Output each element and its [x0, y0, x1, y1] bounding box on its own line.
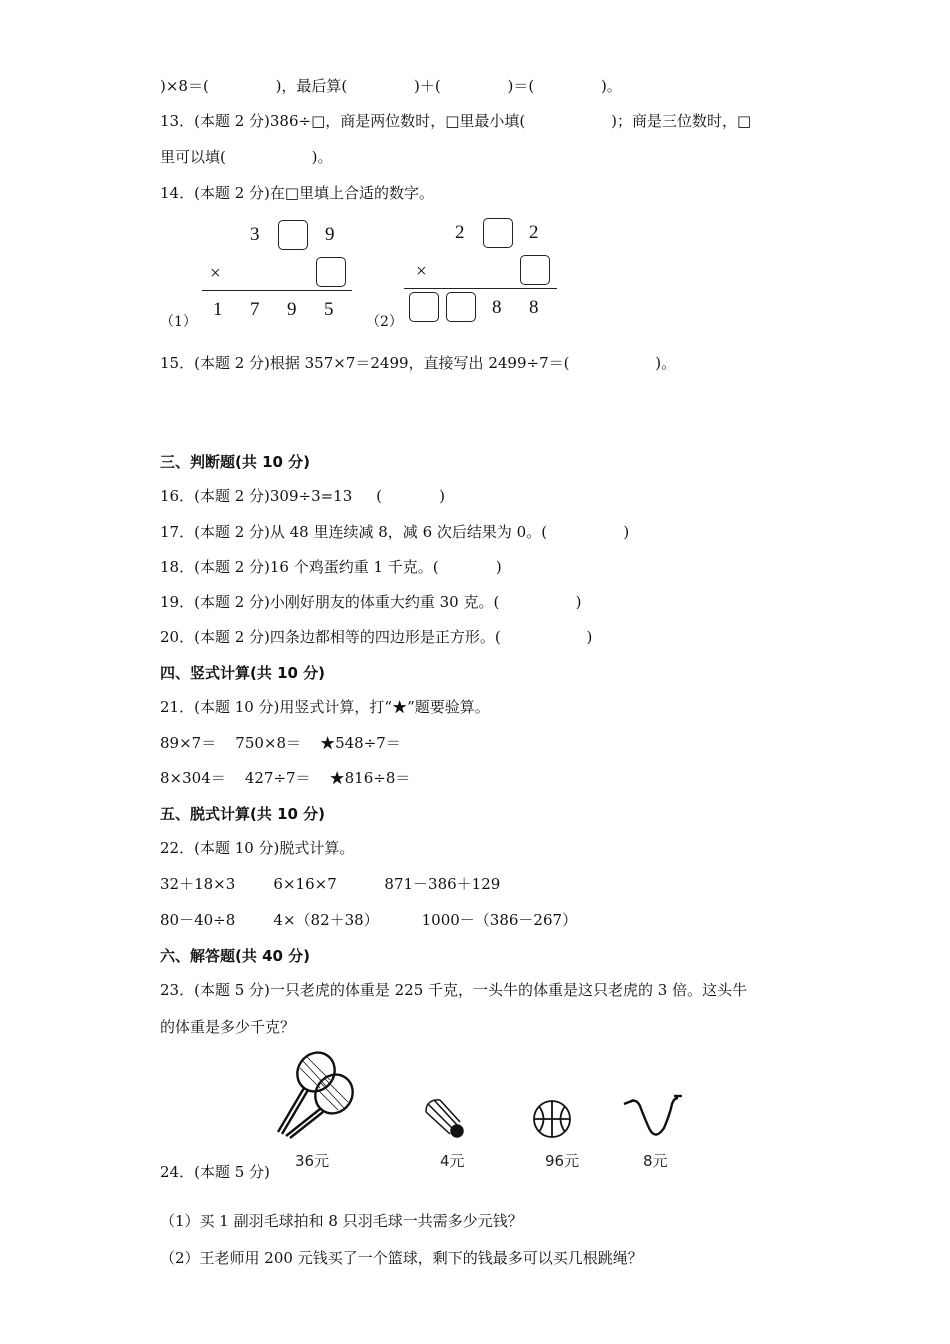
question-19: 19．(本题 2 分)小刚好朋友的体重大约重 30 克。( ) — [160, 593, 582, 611]
p2-answer-box-multiplier[interactable] — [520, 255, 550, 285]
section-6-heading: 六、解答题(共 40 分) — [160, 947, 311, 965]
question-23-line2: 的体重是多少千克？ — [160, 1018, 296, 1036]
p1-label: （1） — [160, 314, 197, 330]
question-18: 18．(本题 2 分)16 个鸡蛋约重 1 千克。( ) — [160, 558, 502, 576]
p2-label: （2） — [366, 314, 403, 330]
question-14: 14．(本题 2 分)在□里填上合适的数字。 — [160, 184, 435, 202]
question-22-row-1: 32＋18×3 6×16×7 871－386＋129 — [160, 875, 501, 893]
section-5-heading: 五、脱式计算(共 10 分) — [160, 805, 326, 823]
question-21-row-1: 89×7＝ 750×8＝ ★548÷7＝ — [160, 734, 401, 752]
price-basketball: 96元 — [545, 1152, 580, 1170]
basketball-icon — [530, 1097, 574, 1141]
section-4-heading: 四、竖式计算(共 10 分) — [160, 664, 326, 682]
p1-times-sign: × — [210, 263, 221, 284]
p2-result-digit-3: 8 — [492, 297, 502, 318]
p2-answer-box-top[interactable] — [483, 218, 513, 248]
question-23-line1: 23．(本题 5 分)一只老虎的体重是 225 千克，一头牛的体重是这只老虎的 3 倍。这头牛 — [160, 981, 748, 999]
p2-top-digit-2: 2 — [529, 222, 539, 243]
question-22-row-2: 80－40÷8 4×（82＋38） 1000－（386－267） — [160, 911, 578, 929]
question-16: 16．(本题 2 分)309÷3=13 ( ) — [160, 487, 446, 505]
p2-result-digit-4: 8 — [529, 297, 539, 318]
question-15: 15．(本题 2 分)根据 357×7＝2499，直接写出 2499÷7＝( )。 — [160, 354, 677, 372]
p2-top-digit-1: 2 — [455, 222, 465, 243]
badminton-racket-icon — [268, 1046, 368, 1141]
question-24-part-1: （1）买 1 副羽毛球拍和 8 只羽毛球一共需多少元钱？ — [160, 1212, 523, 1230]
p2-answer-box-result-2[interactable] — [446, 292, 476, 322]
shuttlecock-icon — [424, 1098, 468, 1142]
p1-result-digit-3: 9 — [287, 299, 297, 320]
question-21-row-2: 8×304＝ 427÷7＝ ★816÷8＝ — [160, 769, 411, 787]
line-q12-continuation: )×8＝( )，最后算( )＋( )＝( )。 — [160, 77, 622, 95]
question-13-line2: 里可以填( )。 — [160, 148, 333, 166]
question-24: 24．(本题 5 分) — [160, 1163, 270, 1181]
question-21: 21．(本题 10 分)用竖式计算，打“★”题要验算。 — [160, 698, 490, 716]
price-jump-rope: 8元 — [643, 1152, 668, 1170]
question-24-part-2: （2）王老师用 200 元钱买了一个篮球，剩下的钱最多可以买几根跳绳？ — [160, 1249, 643, 1267]
p2-times-sign: × — [416, 261, 427, 282]
p1-result-digit-1: 1 — [213, 299, 223, 320]
question-13-line1: 13．(本题 2 分)386÷□，商是两位数时，□里最小填( )；商是三位数时，□ — [160, 112, 752, 130]
p1-answer-box-multiplier[interactable] — [316, 257, 346, 287]
p2-rule — [404, 288, 557, 289]
price-racket: 36元 — [295, 1152, 330, 1170]
p1-result-digit-2: 7 — [250, 299, 260, 320]
p2-answer-box-result-1[interactable] — [409, 292, 439, 322]
p1-result-digit-4: 5 — [324, 299, 334, 320]
p1-rule — [202, 290, 352, 291]
question-20: 20．(本题 2 分)四条边都相等的四边形是正方形。( ) — [160, 628, 593, 646]
jump-rope-icon — [622, 1092, 684, 1142]
price-shuttlecock: 4元 — [440, 1152, 465, 1170]
p1-answer-box-top[interactable] — [278, 220, 308, 250]
question-22: 22．(本题 10 分)脱式计算。 — [160, 839, 355, 857]
section-3-heading: 三、判断题(共 10 分) — [160, 453, 311, 471]
question-17: 17．(本题 2 分)从 48 里连续减 8，减 6 次后结果为 0。( ) — [160, 523, 630, 541]
p1-top-digit-2: 9 — [325, 224, 335, 245]
p1-top-digit-1: 3 — [250, 224, 260, 245]
